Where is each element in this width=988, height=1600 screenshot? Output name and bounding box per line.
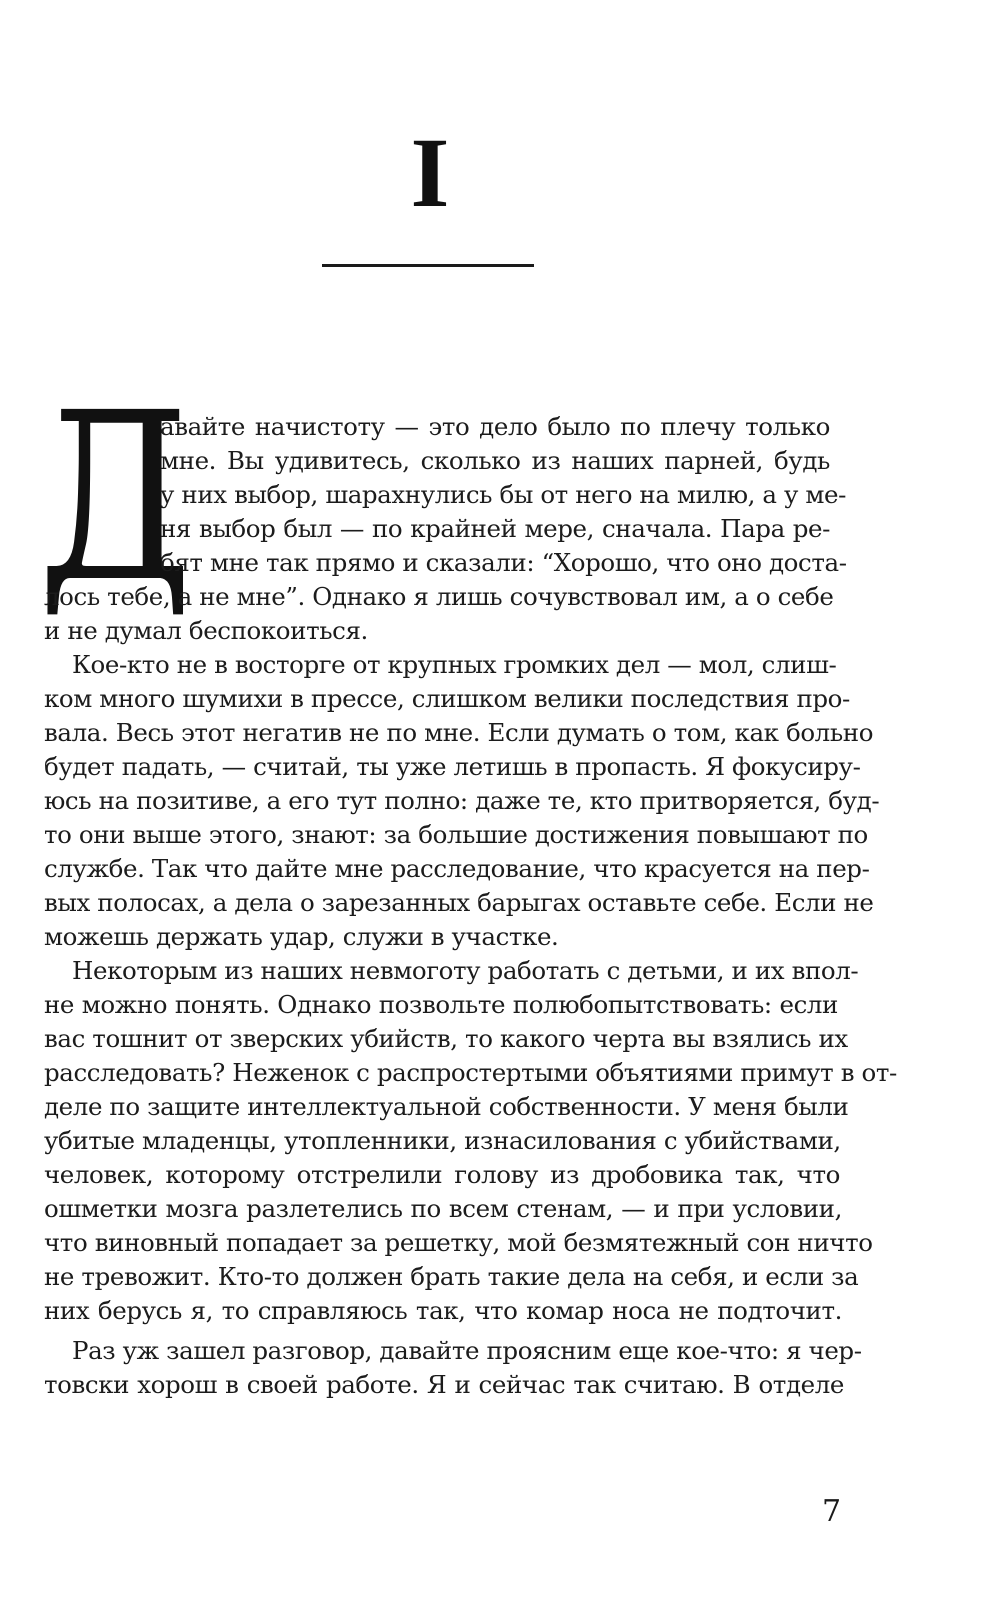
text-line: юсь на позитиве, а его тут полно: даже те, кто притворяется, буд- — [44, 786, 880, 815]
text-line: можешь держать удар, служи в участке. — [44, 922, 559, 951]
page-number: 7 — [822, 1494, 842, 1529]
text-line: вала. Весь этот негатив не по мне. Если думать о том, как больно — [44, 718, 874, 747]
text-line: вых полосах, а дела о зарезанных барыгах оставьте себе. Если не — [44, 888, 874, 917]
text-line: и не думал беспокоиться. — [44, 616, 368, 645]
text-line: авайте начистоту — это дело было по плечу только — [160, 412, 830, 441]
text-line: мне. Вы удивитесь, сколько из наших парней, будь — [160, 446, 830, 475]
text-line: убитые младенцы, утопленники, изнасилования с убийствами, — [44, 1126, 841, 1155]
text-line: не тревожит. Кто-то должен брать такие дела на себя, и если за — [44, 1262, 859, 1291]
drop-cap: Д — [38, 363, 193, 633]
text-line: человек, которому отстрелили голову из дробовика так, что — [44, 1160, 840, 1189]
text-line: расследовать? Неженок с распростертыми объятиями примут в от- — [44, 1058, 897, 1087]
chapter-rule — [322, 264, 534, 267]
text-line: товски хорош в своей работе. Я и сейчас так считаю. В отделе — [44, 1370, 844, 1399]
text-line: будет падать, — считай, ты уже летишь в пропасть. Я фокусиру- — [44, 752, 861, 781]
text-line: ком много шумихи в прессе, слишком велики последствия про- — [44, 684, 850, 713]
text-line: Кое-кто не в восторге от крупных громких дел — мол, слиш- — [72, 650, 837, 679]
text-line: что виновный попадает за решетку, мой безмятежный сон ничто — [44, 1228, 873, 1257]
text-line: у них выбор, шарахнулись бы от него на милю, а у ме- — [160, 480, 847, 509]
text-line: бят мне так прямо и сказали: “Хорошо, что оно доста- — [160, 548, 847, 577]
text-line: них берусь я, то справляюсь так, что комар носа не подточит. — [44, 1296, 842, 1325]
text-line: ошметки мозга разлетелись по всем стенам, — и при условии, — [44, 1194, 842, 1223]
text-line: службе. Так что дайте мне расследование, что красуется на пер- — [44, 854, 870, 883]
chapter-number: I — [410, 117, 450, 228]
text-line: Некоторым из наших невмоготу работать с детьми, и их впол- — [72, 956, 859, 985]
text-line: Раз уж зашел разговор, давайте проясним еще кое-что: я чер- — [72, 1336, 862, 1365]
text-line: лось тебе, а не мне”. Однако я лишь сочувствовал им, а о себе — [44, 582, 834, 611]
text-line: то они выше этого, знают: за большие достижения повышают по — [44, 820, 868, 849]
text-line: не можно понять. Однако позвольте полюбопытствовать: если — [44, 990, 838, 1019]
text-line: вас тошнит от зверских убийств, то какого черта вы взялись их — [44, 1024, 848, 1053]
text-line: ня выбор был — по крайней мере, сначала. Пара ре- — [160, 514, 830, 543]
text-line: деле по защите интеллектуальной собственности. У меня были — [44, 1092, 849, 1121]
